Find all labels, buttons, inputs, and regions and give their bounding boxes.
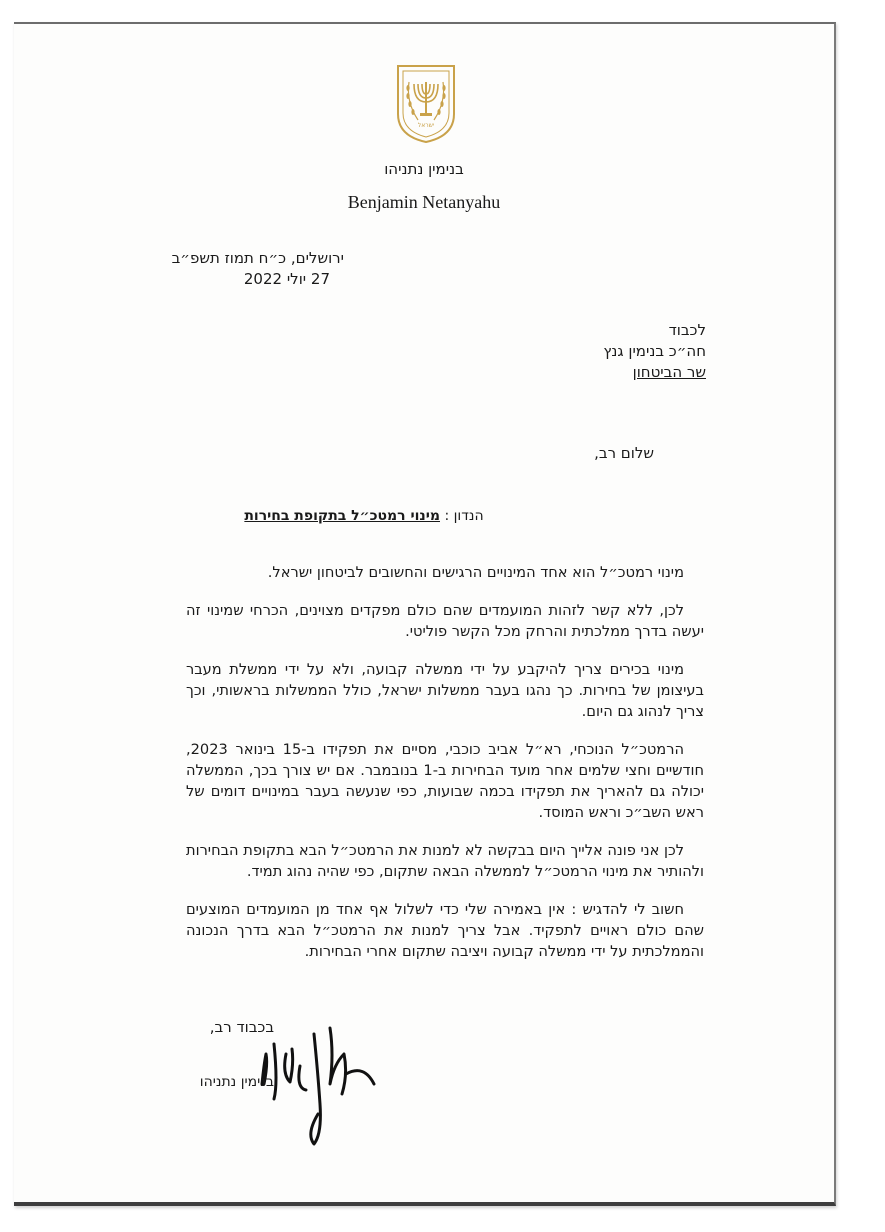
letterhead-name-hebrew: בנימין נתניהו bbox=[384, 160, 464, 178]
greeting: שלום רב, bbox=[594, 444, 654, 462]
addressee-name: חה״כ בנימין גנץ bbox=[603, 342, 706, 360]
addressee-honorific: לכבוד bbox=[668, 321, 706, 339]
date-gregorian: 27 יולי 2022 bbox=[243, 270, 330, 288]
addressee-title: שר הביטחון bbox=[632, 363, 706, 381]
body-paragraph: חשוב לי להדגיש : אין באמירה שלי כדי לשלול אף אחד מן המועמדים המוצעים שהם כולם ראויים לתפקיד. אבל צריך למנות את הרמטכ״ל הבא בדרך הנכונה והממלכתית על ידי ממשלה קבועה ויציבה שתקום אחרי הבחירות. bbox=[186, 901, 704, 960]
body-paragraph: הרמטכ״ל הנוכחי, רא״ל אביב כוכבי, מסיים את תפקידו ב-15 בינואר 2023, חודשיים וחצי שלמים אחר מועד הבחירות ב-1 בנובמבר. אם יש צורך בכך, הממשלה יכולה גם להאריך את תפקידו בכמה שבועות, כפי שנעשה בעבר במינויים דומים של ראש השב״כ וראש המוסד. bbox=[186, 741, 704, 821]
body-paragraph: לכן, ללא קשר לזהות המועמדים שהם כולם מפקדים מצוינים, הכרחי שמינוי זה יעשה בדרך ממלכתית והרחק מכל הקשר פוליטי. bbox=[186, 602, 704, 640]
addressee-block bbox=[603, 320, 706, 383]
subject-text: מינוי רמטכ״ל בתקופת בחירות bbox=[244, 508, 440, 524]
subject-label: הנדון : bbox=[444, 508, 484, 524]
emblem-text: ישראל bbox=[417, 122, 435, 129]
subject-line bbox=[134, 508, 594, 524]
state-emblem-icon bbox=[394, 62, 458, 144]
letter-body bbox=[186, 562, 704, 979]
date-hebrew: ירושלים, כ״ח תמוז תשפ״ב bbox=[171, 249, 344, 267]
body-paragraph: מינוי בכירים צריך להיקבע על ידי ממשלה קבועה, ולא על ידי ממשלת מעבר בעיצומן של בחירות. כך נהגו בעבר ממשלות ישראל, כולל הממשלות בראשותי, וכך צריך לנהוג גם היום. bbox=[186, 661, 704, 720]
signer-name: בנימין נתניהו bbox=[199, 1074, 274, 1090]
body-paragraph: לכן אני פונה אלייך היום בבקשה לא למנות את הרמטכ״ל הבא בתקופת הבחירות ולהותיר את מינוי הרמטכ״ל לממשלה הבאה שתקום, כפי שהיה נהוג תמיד. bbox=[186, 842, 704, 880]
closing-salutation: בכבוד רב, bbox=[209, 1018, 274, 1036]
body-paragraph: מינוי רמטכ״ל הוא אחד המינויים הרגישים והחשובים לביטחון ישראל. bbox=[267, 564, 684, 581]
date-block bbox=[172, 248, 344, 290]
letterhead-name-english: Benjamin Netanyahu bbox=[347, 192, 501, 212]
letter-page bbox=[14, 22, 836, 1206]
